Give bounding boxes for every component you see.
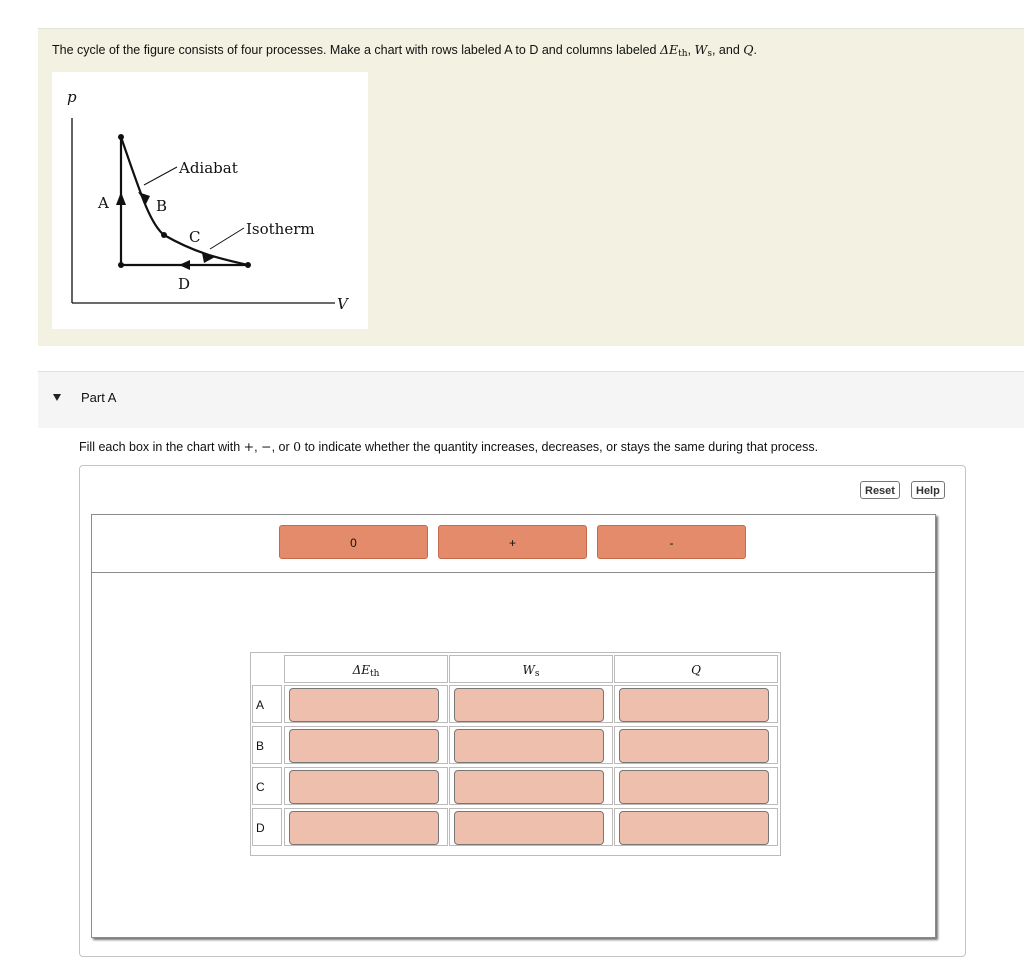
state-point-3 [245, 262, 251, 268]
problem-statement-panel [38, 28, 1024, 346]
cell-a-ws [449, 685, 613, 723]
cell-d-ws [449, 808, 613, 846]
adiabat-label: Adiabat [179, 159, 238, 177]
state-point-2 [161, 232, 167, 238]
problem-text-main: The cycle of the figure consists of four processes. Make a chart with rows labeled A to D and columns labeled [52, 43, 660, 57]
isotherm-label: Isotherm [246, 220, 315, 238]
drop-box-b-q[interactable] [619, 729, 769, 763]
process-a-arrow [116, 192, 126, 205]
ws-symbol: $W_s$ [694, 42, 712, 59]
reset-button[interactable]: Reset [860, 481, 900, 499]
answer-panel [79, 465, 966, 957]
part-a-header[interactable] [38, 371, 1024, 428]
row-label-a: A [252, 685, 282, 723]
label-b: B [156, 197, 168, 215]
drag-drop-area [91, 514, 936, 938]
cell-a-delta-eth [284, 685, 448, 723]
q-symbol: Q [743, 42, 754, 57]
problem-text: The cycle of the figure consists of four processes. Make a chart with rows labeled A to D and columns labeled $\Delta E_{th}$, $W_s$, and Q. [52, 42, 757, 59]
token-plus[interactable]: + [438, 525, 587, 559]
cell-d-q [614, 808, 778, 846]
drop-box-a-q[interactable] [619, 688, 769, 722]
answer-chart [250, 652, 781, 856]
state-point-4 [118, 262, 124, 268]
column-header-ws: $W_s$ [449, 655, 613, 683]
v-axis-label: V [337, 295, 348, 313]
drop-box-c-ws[interactable] [454, 770, 604, 804]
drop-box-b-ws[interactable] [454, 729, 604, 763]
drop-box-d-ws[interactable] [454, 811, 604, 845]
drop-box-b-delta-eth[interactable] [289, 729, 439, 763]
drop-box-c-delta-eth[interactable] [289, 770, 439, 804]
adiabat-pointer [144, 167, 177, 185]
cell-c-ws [449, 767, 613, 805]
drop-box-d-q[interactable] [619, 811, 769, 845]
cell-b-delta-eth [284, 726, 448, 764]
cell-a-q [614, 685, 778, 723]
adiabat-curve [121, 137, 164, 235]
drop-box-c-q[interactable] [619, 770, 769, 804]
state-point-1 [118, 134, 124, 140]
label-d: D [178, 275, 191, 293]
part-title: Part A [81, 390, 117, 405]
token-zero[interactable]: 0 [279, 525, 428, 559]
label-c: C [189, 228, 201, 246]
token-minus[interactable]: - [597, 525, 746, 559]
column-header-q: Q [614, 655, 778, 683]
pv-diagram-figure [52, 72, 368, 329]
drop-box-d-delta-eth[interactable] [289, 811, 439, 845]
isotherm-pointer [210, 228, 244, 249]
process-d-arrow [179, 260, 190, 270]
drop-box-a-delta-eth[interactable] [289, 688, 439, 722]
cell-c-q [614, 767, 778, 805]
cell-d-delta-eth [284, 808, 448, 846]
pv-diagram [52, 72, 368, 329]
p-axis-label: p [67, 88, 77, 106]
cell-b-q [614, 726, 778, 764]
cell-b-ws [449, 726, 613, 764]
row-label-b: B [252, 726, 282, 764]
delta-eth-symbol: $\Delta E_{th}$ [659, 42, 688, 59]
column-header-delta-eth: $\Delta E_{th}$ [284, 655, 448, 683]
collapse-triangle-icon[interactable] [53, 394, 61, 401]
row-label-d: D [252, 808, 282, 846]
instruction-text: Fill each box in the chart with +, −, or 0 to indicate whether the quantity increases, decreases, or stays the same during that process. [79, 439, 819, 454]
label-a: A [98, 194, 109, 212]
help-button[interactable]: Help [911, 481, 945, 499]
token-tray [92, 515, 935, 573]
cell-c-delta-eth [284, 767, 448, 805]
drop-box-a-ws[interactable] [454, 688, 604, 722]
row-label-c: C [252, 767, 282, 805]
